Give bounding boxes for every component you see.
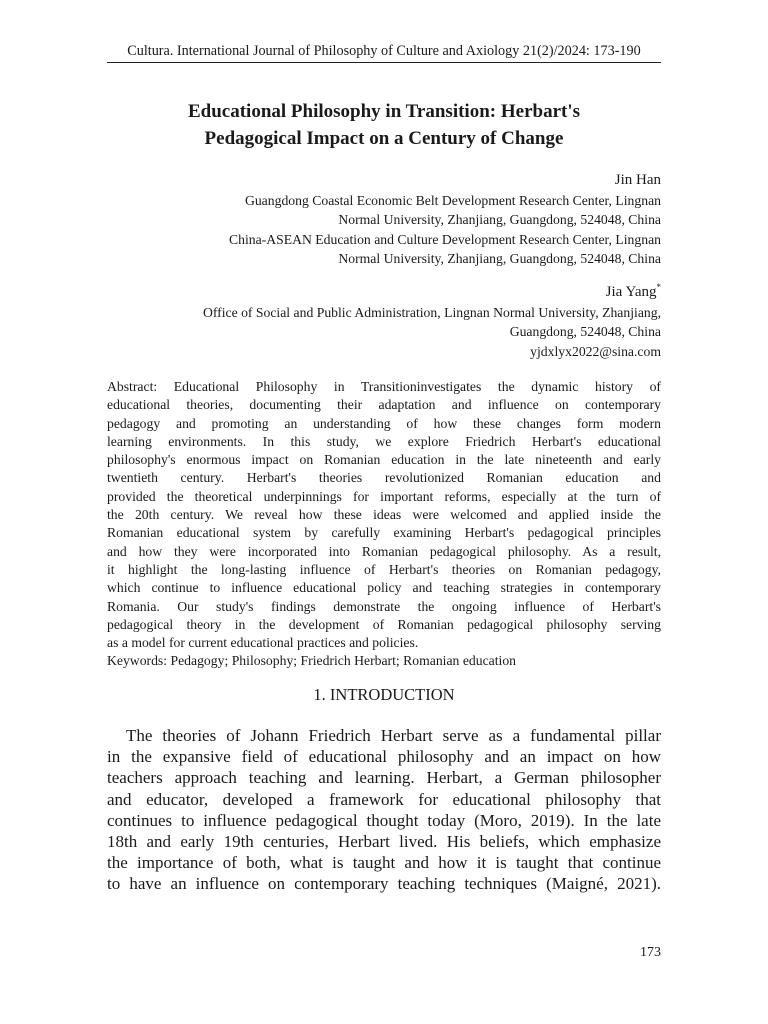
abstract-line: the 20th century. We reveal how these ideas were welcomed and applied inside the (107, 507, 661, 523)
affiliation-line: Guangdong Coastal Economic Belt Development Research Center, Lingnan (244, 193, 661, 208)
abstract-line: Romania. Our study's findings demonstrate the ongoing influence of Herbart's (107, 598, 661, 614)
affiliation-line: China-ASEAN Education and Culture Development Research Center, Lingnan (228, 231, 661, 247)
abstract (107, 378, 661, 671)
author-email: yjdxlyx2022@sina.com (530, 343, 661, 359)
abstract-line: it highlight the long-lasting influence of Herbart's theories on Romanian pedagogy, (107, 561, 661, 577)
affiliation-line: Normal University, Zhanjiang, Guangdong, 524048, China (338, 251, 661, 267)
corresponding-author-mark: * (656, 282, 661, 292)
abstract-line: twentieth century. Herbart's theories revolutionized Romanian education and (107, 470, 661, 486)
body-line: and educator, developed a framework for educational philosophy that (107, 789, 661, 809)
abstract-line: and how they were incorporated into Romanian pedagogical philosophy. As a result, (107, 543, 661, 559)
body-line: the importance of both, what is taught and how it is taught that continue (107, 853, 661, 873)
abstract-line: provided the theoretical underpinnings for important reforms, especially at the turn of (107, 488, 661, 504)
section-heading: 1. INTRODUCTION (313, 685, 455, 704)
body-line: teachers approach teaching and learning. Herbart, a German philosopher (107, 768, 661, 788)
author-name: Jin Han (614, 172, 661, 188)
keywords: Keywords: Pedagogy; Philosophy; Friedrich Herbart; Romanian education (107, 653, 517, 669)
abstract-line: pedagogy and promoting an understanding of how these changes form modern (107, 415, 661, 431)
body-line: in the expansive field of educational philosophy and an impact on how (107, 747, 661, 767)
section-body (107, 725, 661, 895)
body-line: The theories of Johann Friedrich Herbart serve as a fundamental pillar (126, 726, 661, 745)
body-line: to have an influence on contemporary teaching techniques (Maigné, 2021). (107, 874, 661, 894)
abstract-line: philosophy's enormous impact on Romanian education in the late nineteenth and early (107, 452, 661, 468)
abstract-line: Romanian educational system by carefully examining Herbart's pedagogical principles (107, 525, 661, 541)
abstract-line: educational theories, documenting their adaptation and influence on contemporary (107, 397, 661, 413)
affiliation-line: Normal University, Zhanjiang, Guangdong, 524048, China (338, 212, 661, 228)
body-line: 18th and early 19th centuries, Herbart lived. His beliefs, which emphasize (107, 832, 661, 852)
running-header: Cultura. International Journal of Philosophy of Culture and Axiology 21(2)/2024: 173-190 (107, 41, 661, 63)
title-line: Pedagogical Impact on a Century of Change (204, 128, 564, 149)
abstract-line: pedagogical theory in the development of Romanian pedagogical philosophy serving (107, 616, 661, 632)
abstract-line: as a model for current educational practices and policies. (107, 635, 419, 651)
article-title (107, 98, 661, 152)
author-block-1 (107, 170, 661, 269)
author-block-2 (107, 282, 661, 361)
affiliation-line: Office of Social and Public Administration, Lingnan Normal University, Zhanjiang, (202, 305, 661, 320)
abstract-line: learning environments. In this study, we explore Friedrich Herbart's educational (107, 433, 661, 449)
author-name-text: Jia Yang (605, 284, 657, 300)
affiliation-line: Guangdong, 524048, China (509, 324, 661, 340)
body-line: continues to influence pedagogical thought today (Moro, 2019). In the late (107, 810, 661, 830)
page-number: 173 (640, 945, 661, 960)
author-name (107, 282, 661, 303)
title-line: Educational Philosophy in Transition: Herbart's (187, 101, 581, 122)
abstract-line: which continue to influence educational policy and teaching strategies in contemporary (107, 580, 661, 596)
abstract-line: Abstract: Educational Philosophy in Transitioninvestigates the dynamic history of (107, 379, 661, 394)
